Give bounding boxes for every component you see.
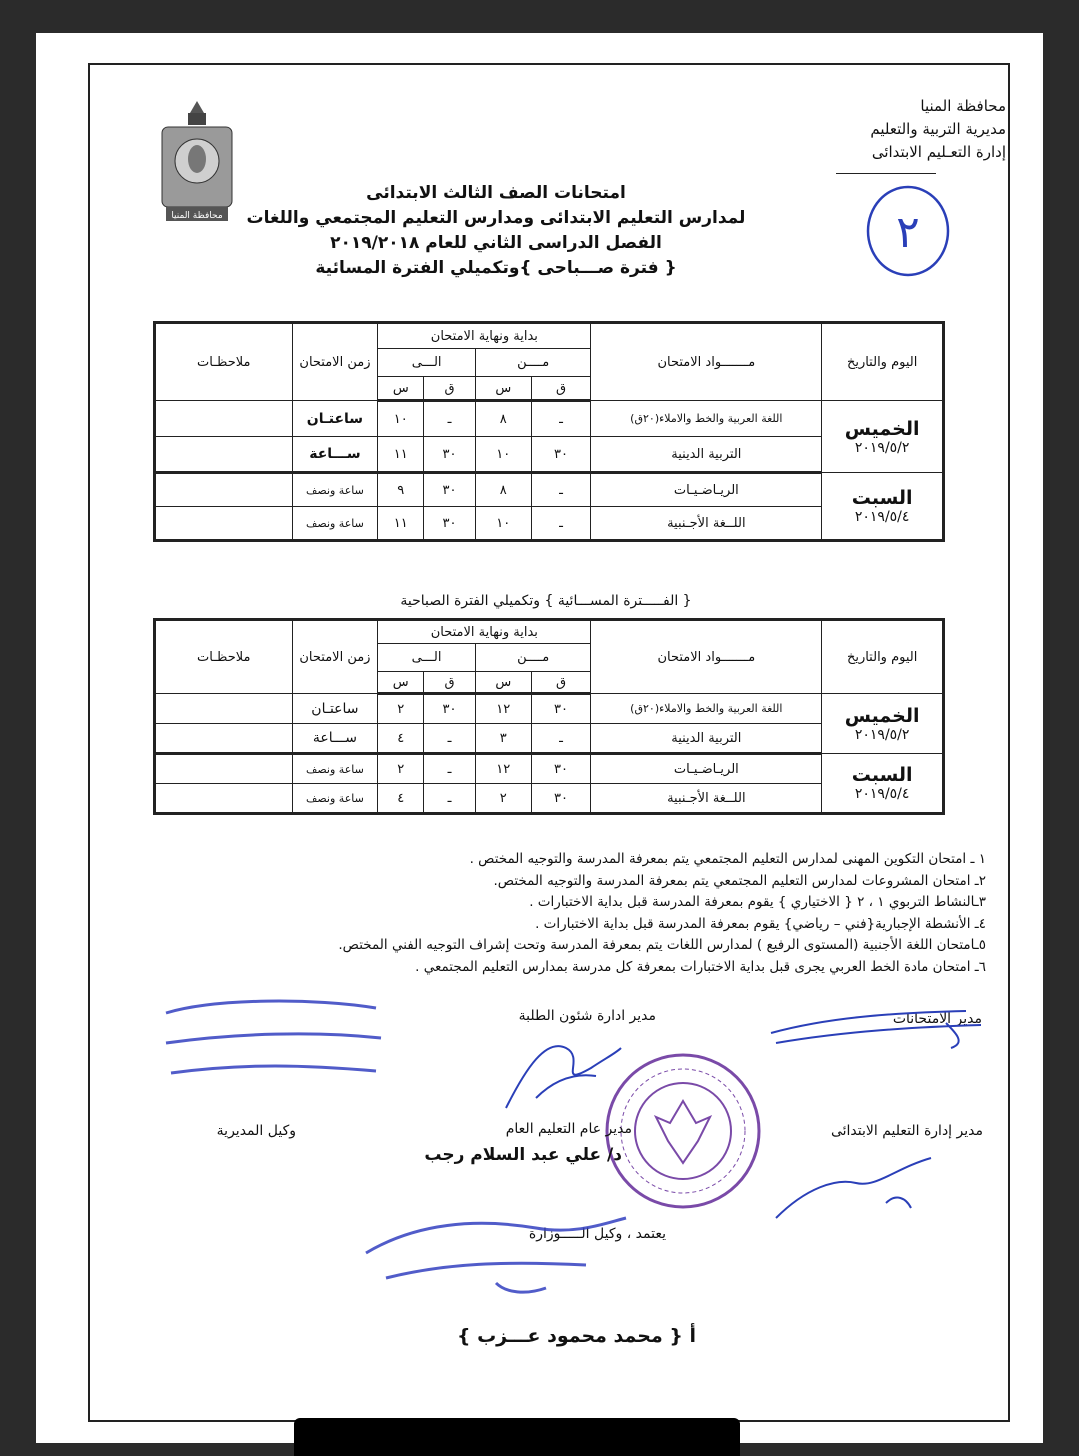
header-to-hours: س [378,672,424,694]
header-from: مــــن [475,644,590,672]
to-minutes-cell: ـ [424,724,476,754]
document-page [36,33,1043,1443]
from-hours-cell: ٨ [475,473,531,507]
header-from-hours: س [475,377,531,401]
primary-director-label: مدير إدارة التعليم الابتدائى [830,1123,983,1139]
table-row [155,473,944,507]
duration-cell: ساعتـان [292,694,378,724]
header-start-end: بداية ونهاية الامتحان [378,620,591,644]
exams-director-signature [766,993,986,1067]
header-duration: زمن الامتحان [292,323,378,401]
header-from-hours: س [475,672,531,694]
subject-cell: التربية الدينية [591,724,822,754]
from-hours-cell: ٣ [475,724,531,754]
duration-cell: ساعة ونصف [292,784,378,814]
note-item: ٤ـ الأنشطة الإجبارية{فني – رياضي} يقوم بمعرفة المدرسة قبل بداية الاختبارات . [535,915,986,932]
governorate-logo [158,99,236,229]
to-hours-cell: ٢ [378,754,424,784]
day-cell: الخميس ٢٠١٩/٥/٢ [822,401,944,473]
logo-text: محافظة المنيا [171,211,223,221]
subject-cell: الريـاضـيـات [591,473,822,507]
from-hours-cell: ١٢ [475,754,531,784]
header-from-minutes: ق [531,672,591,694]
subject-cell: اللغة العربية والخط والاملاء(٢٠ق) [591,694,822,724]
from-minutes-cell: ٣٠ [531,437,591,473]
to-minutes-cell: ـ [424,784,476,814]
note-item: ٢ـ امتحان المشروعات لمدارس التعليم المجتمعي يتم بمعرفة المدرسة والتوجيه المختص. [493,872,986,889]
subject-cell: الريـاضـيـات [591,754,822,784]
to-minutes-cell: ـ [424,401,476,437]
from-hours-cell: ٢ [475,784,531,814]
general-director-name: د/ علي عبد السلام رجب [424,1145,622,1165]
exam-titles [236,181,756,281]
note-item: ٥ـامتحان اللغة الأجنبية (المستوى الرفيع ) لمدارس اللغات يتم بمعرفة المدرسة وتحت إشراف التوجيه الفني المختص. [338,937,986,953]
directorate-name: مديرية التربية والتعليم [870,120,1006,138]
from-minutes-cell: ٣٠ [531,754,591,784]
morning-schedule-table [153,321,945,542]
table-row [155,754,944,784]
header-divider [836,173,936,174]
header-to: الـــى [378,349,476,377]
exams-director-label: مدير الامتحانات [892,1011,982,1027]
from-minutes-cell: ـ [531,473,591,507]
to-minutes-cell: ٣٠ [424,473,476,507]
to-hours-cell: ١٠ [378,401,424,437]
title-schools: لمدارس التعليم الابتدائى ومدارس التعليم المجتمعي واللغات [246,208,746,228]
header-from: مــــن [475,349,590,377]
header-to: الـــى [378,644,476,672]
to-hours-cell: ١١ [378,437,424,473]
evening-period-title: { الفـــــترة المســـائية } وتكميلي الفترة الصباحية [400,593,692,609]
header-subjects: مـــــــواد الامتحان [591,620,822,694]
to-hours-cell: ٤ [378,784,424,814]
svg-text:٢: ٢ [896,207,920,258]
from-minutes-cell: ٣٠ [531,784,591,814]
note-item: ٦ـ امتحان مادة الخط العربي يجرى قبل بداية الاختبارات بمعرفة كل مدرسة بمدارس التعليم المجتمعي . [415,958,986,975]
to-minutes-cell: ٣٠ [424,694,476,724]
from-hours-cell: ١٠ [475,507,531,541]
duration-cell: ساعة ونصف [292,507,378,541]
deputy-stamp [156,993,386,1097]
from-minutes-cell: ـ [531,401,591,437]
to-minutes-cell: ـ [424,754,476,784]
student-affairs-director-label: مدير ادارة شئون الطلبة [518,1008,656,1024]
title-term: الفصل الدراسى الثاني للعام ٢٠١٩/٢٠١٨ [330,233,662,253]
to-hours-cell: ٩ [378,473,424,507]
general-director-label: مدير عام التعليم العام [505,1121,632,1137]
to-minutes-cell: ٣٠ [424,437,476,473]
bottom-bar [294,1418,740,1456]
duration-cell: ساعة ونصف [292,473,378,507]
subject-cell: اللــغة الأجـنبية [591,507,822,541]
subject-cell: اللــغة الأجـنبية [591,784,822,814]
primary-director-signature [766,1148,946,1232]
from-minutes-cell: ٣٠ [531,694,591,724]
approval-label: يعتمد ، وكيل الـــــوزارة [528,1226,666,1242]
issuer-header [816,95,1006,164]
table-row [155,401,944,437]
administration-name: إدارة التعـليم الابتدائى [871,143,1006,161]
evening-schedule-table [153,618,945,815]
notes-cell [155,437,293,473]
notes-cell [155,754,293,784]
duration-cell: ساعتـان [292,401,378,437]
approval-signature [356,1203,636,1307]
header-to-minutes: ق [424,377,476,401]
header-duration: زمن الامتحان [292,620,378,694]
header-notes: ملاحظـات [155,620,293,694]
notes-cell [155,784,293,814]
duration-cell: ســـاعة [292,724,378,754]
header-from-minutes: ق [531,377,591,401]
header-subjects: مـــــــواد الامتحان [591,323,822,401]
subject-cell: اللغة العربية والخط والاملاء(٢٠ق) [591,401,822,437]
to-hours-cell: ٤ [378,724,424,754]
title-period: { فترة صـــباحى }وتكميلي الفترة المسائية [315,258,677,278]
from-hours-cell: ١٢ [475,694,531,724]
duration-cell: ســـاعة [292,437,378,473]
notes-cell [155,401,293,437]
from-minutes-cell: ـ [531,507,591,541]
table-row [155,694,944,724]
header-start-end: بداية ونهاية الامتحان [378,323,591,349]
notes-cell [155,694,293,724]
notes-cell [155,724,293,754]
notes-cell [155,473,293,507]
governorate-name: محافظة المنيا [920,97,1006,115]
title-grade: امتحانات الصف الثالث الابتدائى [366,183,626,203]
header-day-date: اليوم والتاريخ [822,323,944,401]
header-notes: ملاحظـات [155,323,293,401]
minister-name: أ { محمد محمود عـــزب } [456,1325,696,1347]
notes-cell [155,507,293,541]
day-cell: الخميس ٢٠١٩/٥/٢ [822,694,944,754]
header-to-hours: س [378,377,424,401]
deputy-directorate-label: وكيل المديرية [216,1123,296,1139]
day-cell: السبت ٢٠١٩/٥/٤ [822,754,944,814]
from-hours-cell: ٨ [475,401,531,437]
to-minutes-cell: ٣٠ [424,507,476,541]
exam-notes [166,849,986,978]
to-hours-cell: ٢ [378,694,424,724]
header-to-minutes: ق [424,672,476,694]
from-hours-cell: ١٠ [475,437,531,473]
to-hours-cell: ١١ [378,507,424,541]
day-cell: السبت ٢٠١٩/٥/٤ [822,473,944,541]
note-item: ٣ـالنشاط التربوي ١ ، ٢ { الاختياري } يقوم بمعرفة المدرسة قبل بداية الاختبارات . [529,894,986,910]
handwritten-page-number [864,183,952,279]
subject-cell: التربية الدينية [591,437,822,473]
header-day-date: اليوم والتاريخ [822,620,944,694]
duration-cell: ساعة ونصف [292,754,378,784]
note-item: ١ ـ امتحان التكوين المهنى لمدارس التعليم المجتمعي يتم بمعرفة المدرسة والتوجيه المختص . [469,851,986,867]
from-minutes-cell: ـ [531,724,591,754]
